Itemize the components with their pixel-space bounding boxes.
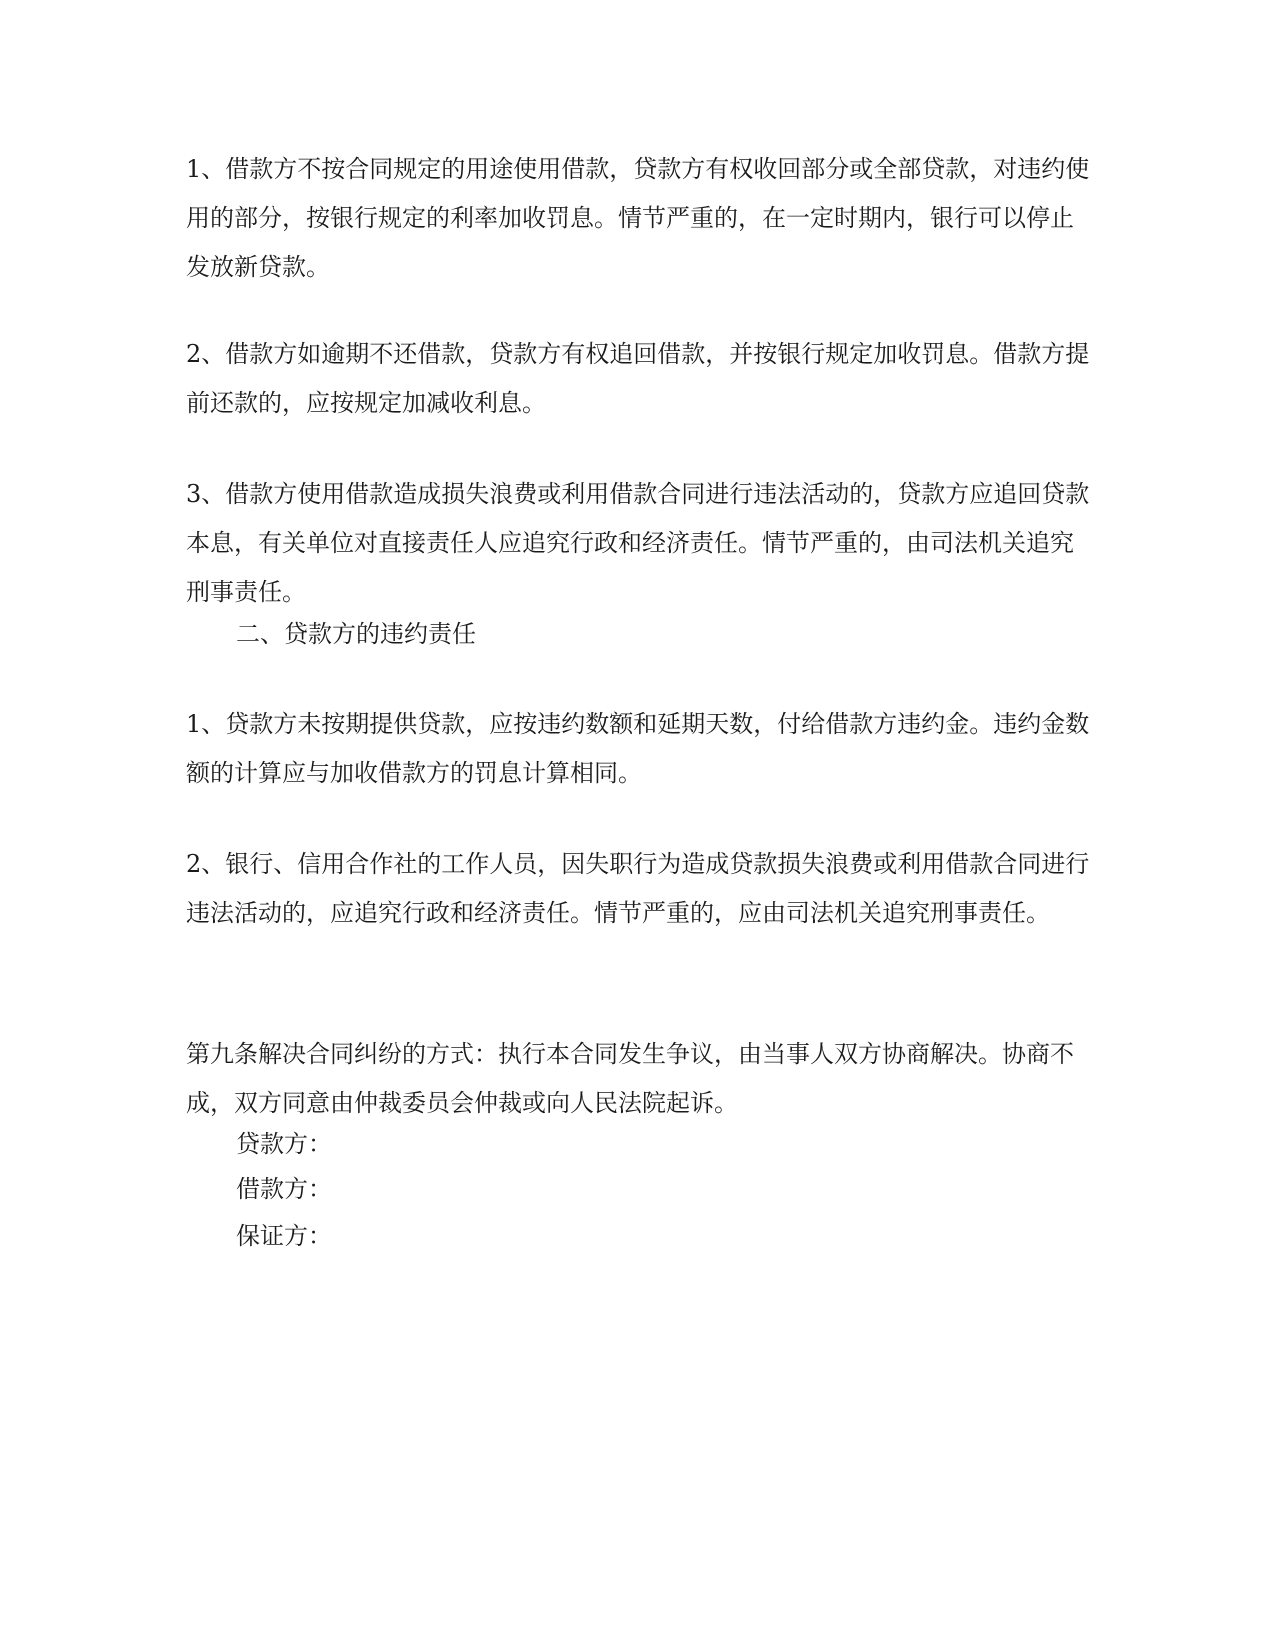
signature-lender: 贷款方： [236, 1130, 332, 1158]
lender-clause-1: 1、贷款方未按期提供贷款，应按违约数额和延期天数，付给借款方违约金。违约金数额的计算应与加收借款方的罚息计算相同。 [186, 710, 1090, 787]
borrower-clause-3: 3、借款方使用借款造成损失浪费或利用借款合同进行违法活动的，贷款方应追回贷款本息，有关单位对直接责任人应追究行政和经济责任。情节严重的，由司法机关追究刑事责任。 [186, 480, 1090, 606]
article-nine: 第九条解决合同纠纷的方式：执行本合同发生争议，由当事人双方协商解决。协商不成，双方同意由仲裁委员会仲裁或向人民法院起诉。 [186, 1040, 1074, 1117]
lender-clause-2: 2、银行、信用合作社的工作人员，因失职行为造成贷款损失浪费或利用借款合同进行违法活动的，应追究行政和经济责任。情节严重的，应由司法机关追究刑事责任。 [186, 850, 1090, 927]
borrower-clause-2: 2、借款方如逾期不还借款，贷款方有权追回借款，并按银行规定加收罚息。借款方提前还款的，应按规定加减收利息。 [186, 340, 1090, 417]
signature-guarantor: 保证方： [236, 1222, 332, 1250]
borrower-clause-1: 1、借款方不按合同规定的用途使用借款，贷款方有权收回部分或全部贷款，对违约使用的部分，按银行规定的利率加收罚息。情节严重的，在一定时期内，银行可以停止发放新贷款。 [186, 155, 1090, 281]
signature-borrower: 借款方： [236, 1175, 332, 1203]
lender-liability-heading: 二、贷款方的违约责任 [236, 620, 476, 648]
